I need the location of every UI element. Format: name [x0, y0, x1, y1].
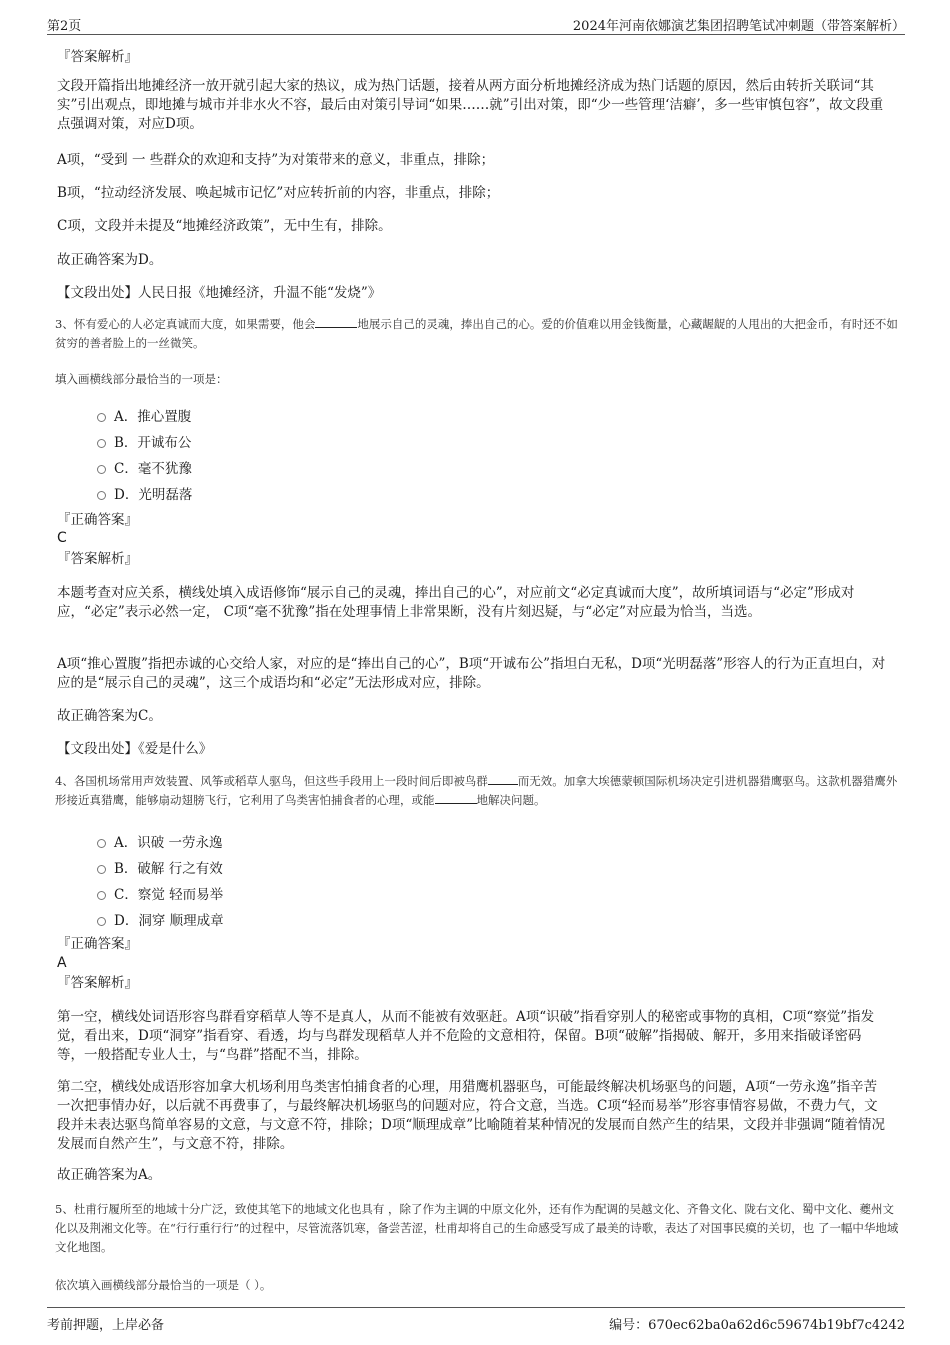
- q2-analysis-label: 『答案解析』: [57, 49, 138, 65]
- q2-analysis-p3: B项，“拉动经济发展、唤起城市记忆”对应转折前的内容，非重点，排除；: [57, 185, 500, 201]
- page-footer: [47, 1307, 905, 1337]
- q4-stem: [55, 772, 900, 810]
- radio-icon[interactable]: [97, 465, 106, 474]
- q4-blank-1: [488, 773, 518, 785]
- page-header: [47, 13, 905, 35]
- q4-conclusion: 故正确答案为A。: [57, 1167, 162, 1183]
- q3-option-c-label: C．毫不犹豫: [114, 461, 192, 477]
- radio-icon[interactable]: [97, 839, 106, 848]
- footer-slogan: 考前押题，上岸必备: [47, 1318, 165, 1333]
- q3-option-a[interactable]: [97, 402, 192, 428]
- q3-stem-part2: 地展示自己的灵魂，捧出自己的心。爱的价值难以用金钱衡量，心藏龌龊的人甩出的大把金币，有时还不如贫穷的善者脸上的一丝微笑。: [55, 317, 898, 350]
- radio-icon[interactable]: [97, 917, 106, 926]
- q4-answer: A: [57, 955, 67, 971]
- q2-analysis-p4: C项，文段并未提及“地摊经济政策”，无中生有，排除。: [57, 218, 392, 234]
- q4-analysis-p1: 第一空，横线处词语形容鸟群看穿稻草人等不是真人，从而不能被有效驱赶。A项“识破”指看穿别人的秘密或事物的真相，C项“察觉”指发觉，看出来，D项“洞穿”指看穿、看透，均与鸟群发现稻草人并不危险的文意相符，保留。B项“破解”指揭破、解开，多用来指破译密码等，一般搭配专业人士，与“鸟群”搭配不当，排除。: [57, 1009, 875, 1063]
- radio-icon[interactable]: [97, 865, 106, 874]
- q3-answer-label: 『正确答案』: [57, 512, 138, 528]
- q3-prompt: 填入画横线部分最恰当的一项是：: [55, 372, 228, 386]
- q4-option-c[interactable]: [97, 880, 224, 906]
- q4-option-c-label: C．察觉 轻而易举: [114, 887, 224, 903]
- q3-stem: [55, 315, 900, 353]
- page-number: 第2页: [47, 19, 82, 34]
- q3-stem-part1: 3、怀有爱心的人必定真诚而大度，如果需要，他会: [55, 317, 316, 331]
- q4-option-b-label: B．破解 行之有效: [114, 861, 223, 877]
- q5-prompt: 依次填入画横线部分最恰当的一项是（ ）。: [55, 1278, 272, 1292]
- q4-option-d[interactable]: [97, 906, 224, 932]
- q4-option-a-label: A．识破 一劳永逸: [114, 835, 223, 851]
- document-title: 2024年河南依娜演艺集团招聘笔试冲刺题（带答案解析）: [572, 19, 905, 34]
- q4-analysis-label: 『答案解析』: [57, 975, 138, 991]
- q4-stem-part3: 地解决问题。: [476, 793, 546, 807]
- q2-analysis-p2: A项，“受到 一 些群众的欢迎和支持”为对策带来的意义，非重点，排除；: [57, 152, 495, 168]
- q3-analysis-label: 『答案解析』: [57, 551, 138, 567]
- q3-answer: C: [57, 530, 67, 546]
- q2-analysis-p1: 文段开篇指出地摊经济一放开就引起大家的热议，成为热门话题，接着从两方面分析地摊经济成为热门话题的原因，然后由转折关联词“其实”引出观点，即地摊与城市并非水火不容，最后由对策引导词“如果……就”引出对策，即“少一些管理‘洁癖’，多一些审慎包容”，故文段重点强调对策，对应D项。: [57, 78, 884, 132]
- q3-options: [97, 402, 192, 506]
- q4-options: [97, 828, 224, 932]
- radio-icon[interactable]: [97, 413, 106, 422]
- q3-option-c[interactable]: [97, 454, 192, 480]
- q4-analysis-p2: 第二空，横线处成语形容加拿大机场利用鸟类害怕捕食者的心理，用猎鹰机器驱鸟，可能最终解决机场驱鸟的问题，A项“一劳永逸”指辛苦一次把事情办好，以后就不再费事了，与最终解决机场驱鸟的问题对应，符合文意，当选。C项“轻而易举”形容事情容易做，不费力气，文段并未表达驱鸟简单容易的文意，与文意不符，排除；D项“顺理成章”比喻随着某种情况的发展而自然产生的结果，文段并非强调“随着情况发展而自然产生”，与文意不符，排除。: [57, 1079, 886, 1152]
- q3-conclusion: 故正确答案为C。: [57, 708, 162, 724]
- q4-answer-label: 『正确答案』: [57, 936, 138, 952]
- q3-blank: [315, 316, 357, 328]
- q4-blank-2: [435, 792, 477, 804]
- q3-option-d[interactable]: [97, 480, 192, 506]
- q2-conclusion: 故正确答案为D。: [57, 252, 163, 268]
- document-id: 编号：670ec62ba0a62d6c59674b19bf7c4242: [609, 1318, 905, 1333]
- q3-option-a-label: A．推心置腹: [114, 409, 192, 425]
- q4-option-b[interactable]: [97, 854, 224, 880]
- q5-stem: 5、杜甫行履所至的地域十分广泛，致使其笔下的地域文化也具有 ，除了作为主调的中原文化外，还有作为配调的吴越文化、齐鲁文化、陇右文化、蜀中文化、夔州文化以及荆湘文化等。在“行行重行行”的过程中，尽管流落饥寒，备尝苦涩，杜甫却将自己的生命感受写成了最美的诗歌，表达了对国事民瘼的关切，也 了一幅中华地域文化地图。: [55, 1202, 899, 1254]
- q3-analysis-p1: 本题考查对应关系，横线处填入成语修饰“展示自己的灵魂，捧出自己的心”，对应前文“必定真诚而大度”，故所填词语与“必定”形成对应，“必定”表示必然一定， C项“毫不犹豫”指在处理事情上非常果断，没有片刻迟疑，与“必定”对应最为恰当，当选。: [57, 585, 855, 620]
- q4-option-a[interactable]: [97, 828, 224, 854]
- q4-stem-part2: 而无效。加拿大埃德蒙顿国际机场决定引进机器猎鹰驱鸟。这款机器猎鹰外形接近真猎鹰，能够扇动翅膀飞行，它利用了鸟类害怕捕食者的心理，或能: [55, 774, 898, 807]
- q3-option-b[interactable]: [97, 428, 192, 454]
- q4-stem-part1: 4、各国机场常用声效装置、风筝或稻草人驱鸟，但这些手段用上一段时间后即被鸟群: [55, 774, 488, 788]
- q2-source: 【文段出处】人民日报《地摊经济，升温不能“发烧”》: [57, 285, 382, 301]
- radio-icon[interactable]: [97, 439, 106, 448]
- radio-icon[interactable]: [97, 491, 106, 500]
- q3-option-d-label: D．光明磊落: [114, 487, 193, 503]
- q3-source: 【文段出处】《爱是什么》: [57, 741, 213, 757]
- q3-option-b-label: B．开诚布公: [114, 435, 192, 451]
- q3-analysis-p2: A项“推心置腹”指把赤诚的心交给人家，对应的是“捧出自己的心”，B项“开诚布公”指坦白无私，D项“光明磊落”形容人的行为正直坦白，对应的是“展示自己的灵魂”，这三个成语均和“必定”无法形成对应，排除。: [57, 656, 886, 691]
- q4-option-d-label: D．洞穿 顺理成章: [114, 913, 224, 929]
- radio-icon[interactable]: [97, 891, 106, 900]
